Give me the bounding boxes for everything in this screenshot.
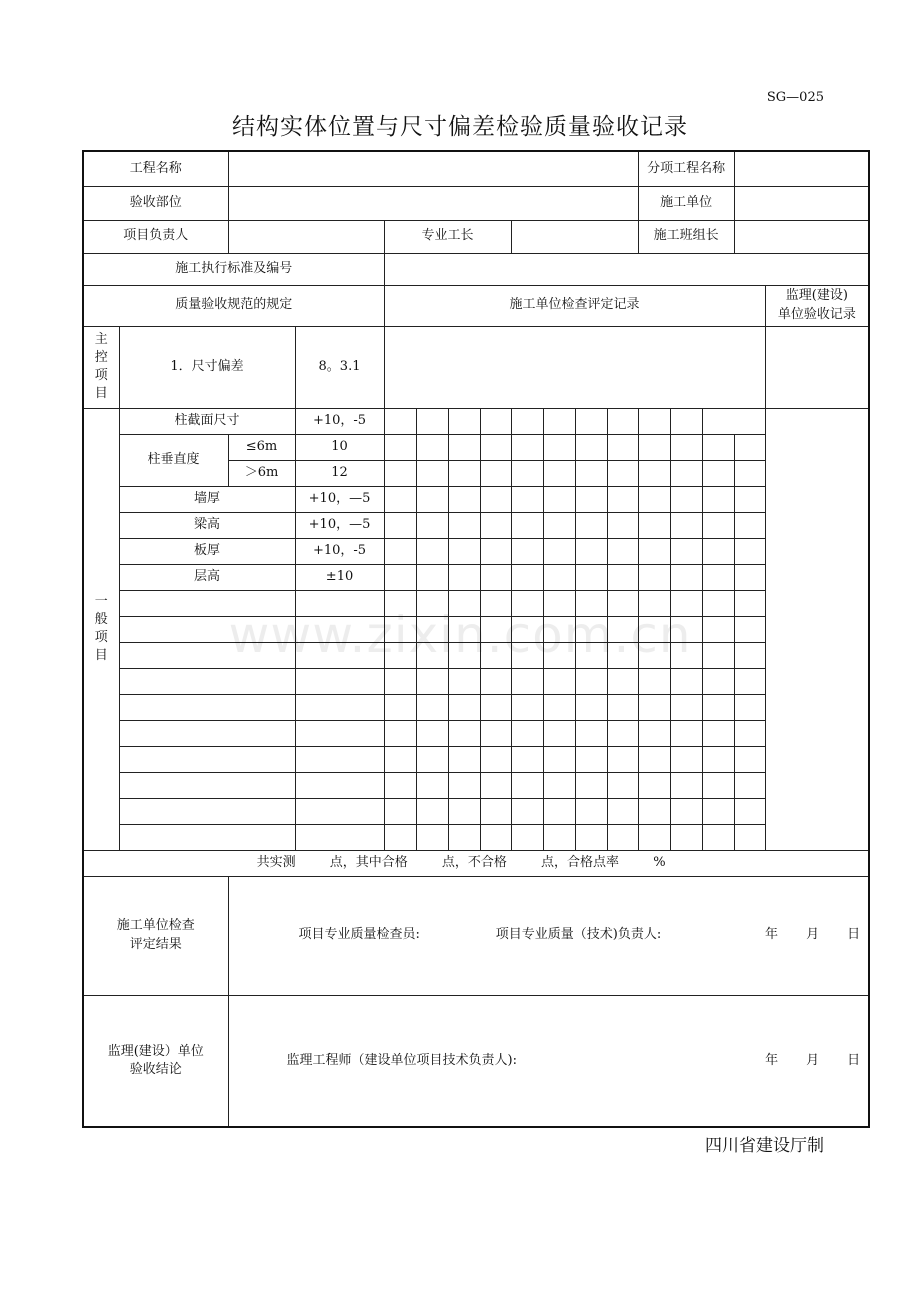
record-cell[interactable] bbox=[575, 798, 607, 824]
tech-manager-signature: 项目专业质量（技术)负责人: bbox=[495, 927, 662, 943]
record-cell[interactable] bbox=[638, 590, 670, 616]
totals-row bbox=[83, 850, 869, 876]
form-code: SG—025 bbox=[766, 90, 824, 105]
record-cell[interactable] bbox=[543, 512, 575, 538]
record-cell[interactable] bbox=[543, 668, 575, 694]
record-cell[interactable] bbox=[480, 642, 511, 668]
record-cell[interactable] bbox=[607, 512, 638, 538]
record-cell[interactable] bbox=[543, 720, 575, 746]
sub-project-name-label: 分项工程名称 bbox=[638, 151, 734, 186]
record-cell[interactable] bbox=[384, 460, 416, 486]
project-manager-label: 项目负责人 bbox=[83, 220, 228, 253]
record-cell[interactable] bbox=[416, 564, 448, 590]
column-vertical-label: 柱垂直度 bbox=[119, 434, 228, 486]
record-cell[interactable] bbox=[575, 590, 607, 616]
record-cell[interactable] bbox=[607, 694, 638, 720]
engineer-signature: 监理工程师（建设单位项目技术负责人): bbox=[286, 1052, 517, 1068]
record-cell[interactable] bbox=[702, 772, 734, 798]
record-cell[interactable] bbox=[384, 720, 416, 746]
result-field[interactable] bbox=[228, 876, 869, 995]
record-cell[interactable] bbox=[543, 616, 575, 642]
standard-label: 施工执行标准及编号 bbox=[83, 253, 384, 285]
record-cell[interactable] bbox=[448, 720, 480, 746]
record-cell[interactable] bbox=[511, 538, 543, 564]
record-cell[interactable] bbox=[702, 642, 734, 668]
main-control-supervision[interactable] bbox=[765, 326, 869, 408]
result-date: 年 月 日 bbox=[765, 927, 861, 943]
record-cell[interactable] bbox=[384, 772, 416, 798]
record-cell[interactable] bbox=[543, 824, 575, 850]
record-cell[interactable] bbox=[511, 720, 543, 746]
standard-field[interactable] bbox=[384, 253, 869, 285]
record-cell[interactable] bbox=[480, 668, 511, 694]
record-cell[interactable] bbox=[607, 642, 638, 668]
record-cell[interactable] bbox=[575, 460, 607, 486]
record-cell[interactable] bbox=[607, 486, 638, 512]
record-cell[interactable] bbox=[416, 668, 448, 694]
record-cell[interactable] bbox=[575, 720, 607, 746]
record-cell[interactable] bbox=[384, 538, 416, 564]
record-cell[interactable] bbox=[384, 590, 416, 616]
percent-label: % bbox=[653, 854, 666, 870]
record-cell[interactable] bbox=[384, 694, 416, 720]
main-control-clause: 8。3.1 bbox=[295, 326, 384, 408]
cv-low-value: 10 bbox=[295, 434, 384, 460]
record-cell[interactable] bbox=[702, 720, 734, 746]
record-cell[interactable] bbox=[511, 616, 543, 642]
record-cell[interactable] bbox=[416, 616, 448, 642]
record-cell[interactable] bbox=[670, 486, 702, 512]
record-cell[interactable] bbox=[607, 772, 638, 798]
wall-label: 墙厚 bbox=[119, 486, 295, 512]
record-cell[interactable] bbox=[670, 460, 702, 486]
record-cell[interactable] bbox=[607, 798, 638, 824]
record-cell[interactable] bbox=[670, 668, 702, 694]
record-cell[interactable] bbox=[480, 486, 511, 512]
record-cell[interactable] bbox=[480, 824, 511, 850]
general-blank-right bbox=[734, 512, 765, 538]
record-cell[interactable] bbox=[607, 590, 638, 616]
record-cell[interactable] bbox=[416, 772, 448, 798]
points-pass-label: 点，其中合格 bbox=[329, 854, 408, 870]
record-cell[interactable] bbox=[670, 720, 702, 746]
record-cell[interactable] bbox=[511, 668, 543, 694]
blank-value[interactable] bbox=[295, 668, 384, 694]
record-cell[interactable] bbox=[416, 746, 448, 772]
project-name-label: 工程名称 bbox=[83, 151, 228, 186]
record-cell[interactable] bbox=[448, 590, 480, 616]
record-cell[interactable] bbox=[543, 460, 575, 486]
inspection-form-table bbox=[82, 150, 870, 1128]
record-cell[interactable] bbox=[480, 408, 511, 434]
conclusion-field[interactable] bbox=[228, 995, 869, 1127]
inspection-record-header: 施工单位检查评定记录 bbox=[384, 285, 765, 326]
blank-item[interactable] bbox=[119, 590, 295, 616]
record-cell[interactable] bbox=[416, 460, 448, 486]
record-cell[interactable] bbox=[575, 564, 607, 590]
record-cell[interactable] bbox=[416, 720, 448, 746]
blank-item[interactable] bbox=[119, 824, 295, 850]
storey-label: 层高 bbox=[119, 564, 295, 590]
record-cell[interactable] bbox=[511, 642, 543, 668]
record-cell[interactable] bbox=[543, 694, 575, 720]
cv-low-label: ≤6m bbox=[228, 434, 295, 460]
conclusion-label: 监理(建设）单位 验收结论 bbox=[83, 995, 228, 1127]
blank-item[interactable] bbox=[119, 616, 295, 642]
total-measured-label: 共实测 bbox=[256, 854, 296, 870]
record-cell[interactable] bbox=[638, 668, 670, 694]
record-cell[interactable] bbox=[607, 668, 638, 694]
record-cell[interactable] bbox=[702, 798, 734, 824]
sub-project-name-field[interactable] bbox=[734, 151, 869, 186]
storey-value: ±10 bbox=[295, 564, 384, 590]
record-cell[interactable] bbox=[416, 434, 448, 460]
record-cell[interactable] bbox=[670, 694, 702, 720]
general-items-label: 一 般 项 目 bbox=[83, 408, 119, 850]
general-blank-right bbox=[734, 564, 765, 590]
record-cell[interactable] bbox=[384, 512, 416, 538]
record-cell[interactable] bbox=[511, 512, 543, 538]
record-cell[interactable] bbox=[511, 564, 543, 590]
slab-value: +10，-5 bbox=[295, 538, 384, 564]
record-cell[interactable] bbox=[638, 746, 670, 772]
record-cell[interactable] bbox=[670, 772, 702, 798]
blank-item[interactable] bbox=[119, 642, 295, 668]
record-cell[interactable] bbox=[511, 824, 543, 850]
record-cell[interactable] bbox=[607, 746, 638, 772]
record-cell[interactable] bbox=[638, 460, 670, 486]
record-cell[interactable] bbox=[638, 564, 670, 590]
main-control-item: 1．尺寸偏差 bbox=[119, 326, 295, 408]
acceptance-part-label: 验收部位 bbox=[83, 186, 228, 220]
cv-high-label: ＞6m bbox=[228, 460, 295, 486]
blank-value[interactable] bbox=[295, 616, 384, 642]
professional-foreman-field[interactable] bbox=[511, 220, 638, 253]
record-cell[interactable] bbox=[416, 512, 448, 538]
record-cell[interactable] bbox=[638, 824, 670, 850]
record-cell[interactable] bbox=[670, 746, 702, 772]
general-supervision[interactable] bbox=[765, 408, 869, 850]
record-cell[interactable] bbox=[702, 486, 734, 512]
record-cell[interactable] bbox=[480, 694, 511, 720]
record-cell[interactable] bbox=[448, 694, 480, 720]
record-cell[interactable] bbox=[511, 798, 543, 824]
general-blank-right bbox=[734, 434, 765, 460]
supervision-record-header bbox=[765, 285, 869, 326]
record-cell[interactable] bbox=[702, 538, 734, 564]
team-leader-field[interactable] bbox=[734, 220, 869, 253]
record-cell[interactable] bbox=[543, 798, 575, 824]
record-cell[interactable] bbox=[575, 486, 607, 512]
record-cell[interactable] bbox=[670, 824, 702, 850]
record-cell[interactable] bbox=[480, 590, 511, 616]
watermark: www.zixin.com.cn bbox=[228, 606, 692, 664]
record-cell[interactable] bbox=[702, 668, 734, 694]
record-cell[interactable] bbox=[638, 642, 670, 668]
record-cell[interactable] bbox=[480, 772, 511, 798]
record-cell[interactable] bbox=[416, 642, 448, 668]
blank-item[interactable] bbox=[119, 746, 295, 772]
record-cell[interactable] bbox=[511, 694, 543, 720]
record-cell[interactable] bbox=[607, 616, 638, 642]
record-cell[interactable] bbox=[543, 486, 575, 512]
record-cell[interactable] bbox=[543, 408, 575, 434]
record-cell[interactable] bbox=[638, 512, 670, 538]
record-cell[interactable] bbox=[638, 408, 670, 434]
acceptance-part-field[interactable] bbox=[228, 186, 638, 220]
record-cell[interactable] bbox=[702, 824, 734, 850]
record-cell[interactable] bbox=[384, 798, 416, 824]
column-section-label: 柱截面尺寸 bbox=[119, 408, 295, 434]
record-cell[interactable] bbox=[448, 408, 480, 434]
construction-unit-label: 施工单位 bbox=[638, 186, 734, 220]
record-cell[interactable] bbox=[575, 512, 607, 538]
record-cell[interactable] bbox=[607, 434, 638, 460]
record-cell[interactable] bbox=[480, 746, 511, 772]
record-cell[interactable] bbox=[575, 538, 607, 564]
record-cell[interactable] bbox=[543, 434, 575, 460]
record-cell[interactable] bbox=[702, 616, 734, 642]
record-cell[interactable] bbox=[702, 564, 734, 590]
record-cell[interactable] bbox=[480, 434, 511, 460]
record-cell[interactable] bbox=[638, 720, 670, 746]
record-cell[interactable] bbox=[384, 408, 416, 434]
record-cell[interactable] bbox=[607, 538, 638, 564]
record-cell[interactable] bbox=[448, 642, 480, 668]
record-cell[interactable] bbox=[638, 694, 670, 720]
blank-value[interactable] bbox=[295, 694, 384, 720]
record-cell[interactable] bbox=[448, 460, 480, 486]
record-cell[interactable] bbox=[638, 486, 670, 512]
spec-rules-header: 质量验收规范的规定 bbox=[83, 285, 384, 326]
record-cell[interactable] bbox=[575, 668, 607, 694]
record-cell[interactable] bbox=[511, 772, 543, 798]
record-cell[interactable] bbox=[702, 746, 734, 772]
conclusion-date: 年 月 日 bbox=[765, 1052, 861, 1068]
record-cell[interactable] bbox=[384, 824, 416, 850]
record-cell[interactable] bbox=[511, 746, 543, 772]
general-blank-right bbox=[702, 408, 765, 434]
record-cell[interactable] bbox=[638, 772, 670, 798]
record-cell[interactable] bbox=[575, 824, 607, 850]
record-cell[interactable] bbox=[638, 616, 670, 642]
record-cell[interactable] bbox=[670, 408, 702, 434]
supervision-header-line2: 单位验收记录 bbox=[777, 306, 856, 322]
general-blank-right bbox=[734, 486, 765, 512]
record-cell[interactable] bbox=[575, 746, 607, 772]
record-cell[interactable] bbox=[416, 538, 448, 564]
project-manager-field[interactable] bbox=[228, 220, 384, 253]
beam-value: +10，—5 bbox=[295, 512, 384, 538]
record-cell[interactable] bbox=[575, 694, 607, 720]
record-cell[interactable] bbox=[448, 746, 480, 772]
record-cell[interactable] bbox=[448, 824, 480, 850]
record-cell[interactable] bbox=[448, 434, 480, 460]
record-cell[interactable] bbox=[384, 434, 416, 460]
record-cell[interactable] bbox=[575, 408, 607, 434]
record-cell[interactable] bbox=[480, 538, 511, 564]
record-cell[interactable] bbox=[575, 434, 607, 460]
record-cell[interactable] bbox=[543, 642, 575, 668]
record-cell[interactable] bbox=[702, 460, 734, 486]
record-cell[interactable] bbox=[384, 642, 416, 668]
record-cell[interactable] bbox=[702, 512, 734, 538]
blank-item[interactable] bbox=[119, 668, 295, 694]
record-cell[interactable] bbox=[607, 720, 638, 746]
record-cell[interactable] bbox=[416, 408, 448, 434]
pass-rate-label: 点，合格点率 bbox=[541, 854, 620, 870]
record-cell[interactable] bbox=[480, 798, 511, 824]
record-cell[interactable] bbox=[448, 668, 480, 694]
record-cell[interactable] bbox=[384, 616, 416, 642]
column-section-value: +10，-5 bbox=[295, 408, 384, 434]
record-cell[interactable] bbox=[670, 434, 702, 460]
beam-label: 梁高 bbox=[119, 512, 295, 538]
record-cell[interactable] bbox=[670, 512, 702, 538]
record-cell[interactable] bbox=[543, 772, 575, 798]
team-leader-label: 施工班组长 bbox=[638, 220, 734, 253]
general-blank-right bbox=[734, 460, 765, 486]
record-cell[interactable] bbox=[448, 564, 480, 590]
record-cell[interactable] bbox=[543, 746, 575, 772]
construction-unit-field[interactable] bbox=[734, 186, 869, 220]
record-cell[interactable] bbox=[702, 434, 734, 460]
record-cell[interactable] bbox=[480, 720, 511, 746]
blank-value[interactable] bbox=[295, 824, 384, 850]
record-cell[interactable] bbox=[607, 408, 638, 434]
inspector-signature: 项目专业质量检查员: bbox=[298, 927, 420, 943]
general-blank-right bbox=[734, 538, 765, 564]
record-cell[interactable] bbox=[448, 616, 480, 642]
supervision-header-line1: 监理(建设) bbox=[785, 288, 848, 304]
record-cell[interactable] bbox=[480, 616, 511, 642]
main-control-label: 主 控 项 目 bbox=[83, 326, 119, 408]
record-cell[interactable] bbox=[511, 460, 543, 486]
record-cell[interactable] bbox=[702, 590, 734, 616]
record-cell[interactable] bbox=[448, 538, 480, 564]
blank-value[interactable] bbox=[295, 798, 384, 824]
record-cell[interactable] bbox=[607, 564, 638, 590]
result-label: 施工单位检查 评定结果 bbox=[83, 876, 228, 995]
record-cell[interactable] bbox=[670, 642, 702, 668]
record-cell[interactable] bbox=[575, 642, 607, 668]
record-cell[interactable] bbox=[670, 564, 702, 590]
record-cell[interactable] bbox=[448, 772, 480, 798]
record-cell[interactable] bbox=[575, 616, 607, 642]
blank-value[interactable] bbox=[295, 590, 384, 616]
record-cell[interactable] bbox=[384, 668, 416, 694]
record-cell[interactable] bbox=[384, 564, 416, 590]
blank-item[interactable] bbox=[119, 772, 295, 798]
record-cell[interactable] bbox=[480, 512, 511, 538]
record-cell[interactable] bbox=[416, 798, 448, 824]
record-cell[interactable] bbox=[511, 590, 543, 616]
record-cell[interactable] bbox=[448, 486, 480, 512]
record-cell[interactable] bbox=[638, 434, 670, 460]
record-cell[interactable] bbox=[670, 538, 702, 564]
record-cell[interactable] bbox=[416, 486, 448, 512]
record-cell[interactable] bbox=[416, 590, 448, 616]
blank-item[interactable] bbox=[119, 694, 295, 720]
record-cell[interactable] bbox=[670, 616, 702, 642]
record-cell[interactable] bbox=[480, 460, 511, 486]
record-cell[interactable] bbox=[543, 564, 575, 590]
record-cell[interactable] bbox=[511, 486, 543, 512]
page-title: 结构实体位置与尺寸偏差检验质量验收记录 bbox=[232, 114, 688, 140]
record-cell[interactable] bbox=[543, 538, 575, 564]
blank-value[interactable] bbox=[295, 746, 384, 772]
professional-foreman-label: 专业工长 bbox=[384, 220, 511, 253]
record-cell[interactable] bbox=[575, 772, 607, 798]
record-cell[interactable] bbox=[511, 434, 543, 460]
record-cell[interactable] bbox=[448, 512, 480, 538]
record-cell[interactable] bbox=[638, 538, 670, 564]
blank-value[interactable] bbox=[295, 642, 384, 668]
record-cell[interactable] bbox=[384, 746, 416, 772]
blank-item[interactable] bbox=[119, 798, 295, 824]
record-cell[interactable] bbox=[607, 824, 638, 850]
record-cell[interactable] bbox=[480, 564, 511, 590]
record-cell[interactable] bbox=[638, 798, 670, 824]
blank-item[interactable] bbox=[119, 720, 295, 746]
blank-value[interactable] bbox=[295, 772, 384, 798]
slab-label: 板厚 bbox=[119, 538, 295, 564]
record-cell[interactable] bbox=[511, 408, 543, 434]
record-cell[interactable] bbox=[607, 460, 638, 486]
cv-high-value: 12 bbox=[295, 460, 384, 486]
record-cell[interactable] bbox=[670, 798, 702, 824]
record-cell[interactable] bbox=[416, 824, 448, 850]
record-cell[interactable] bbox=[448, 798, 480, 824]
record-cell[interactable] bbox=[543, 590, 575, 616]
footer-issuer: 四川省建设厅制 bbox=[705, 1136, 824, 1156]
record-cell[interactable] bbox=[670, 590, 702, 616]
blank-value[interactable] bbox=[295, 720, 384, 746]
wall-value: +10，—5 bbox=[295, 486, 384, 512]
record-cell[interactable] bbox=[416, 694, 448, 720]
main-control-record[interactable] bbox=[384, 326, 765, 408]
project-name-field[interactable] bbox=[228, 151, 638, 186]
points-fail-label: 点，不合格 bbox=[441, 854, 507, 870]
record-cell[interactable] bbox=[384, 486, 416, 512]
record-cell[interactable] bbox=[702, 694, 734, 720]
